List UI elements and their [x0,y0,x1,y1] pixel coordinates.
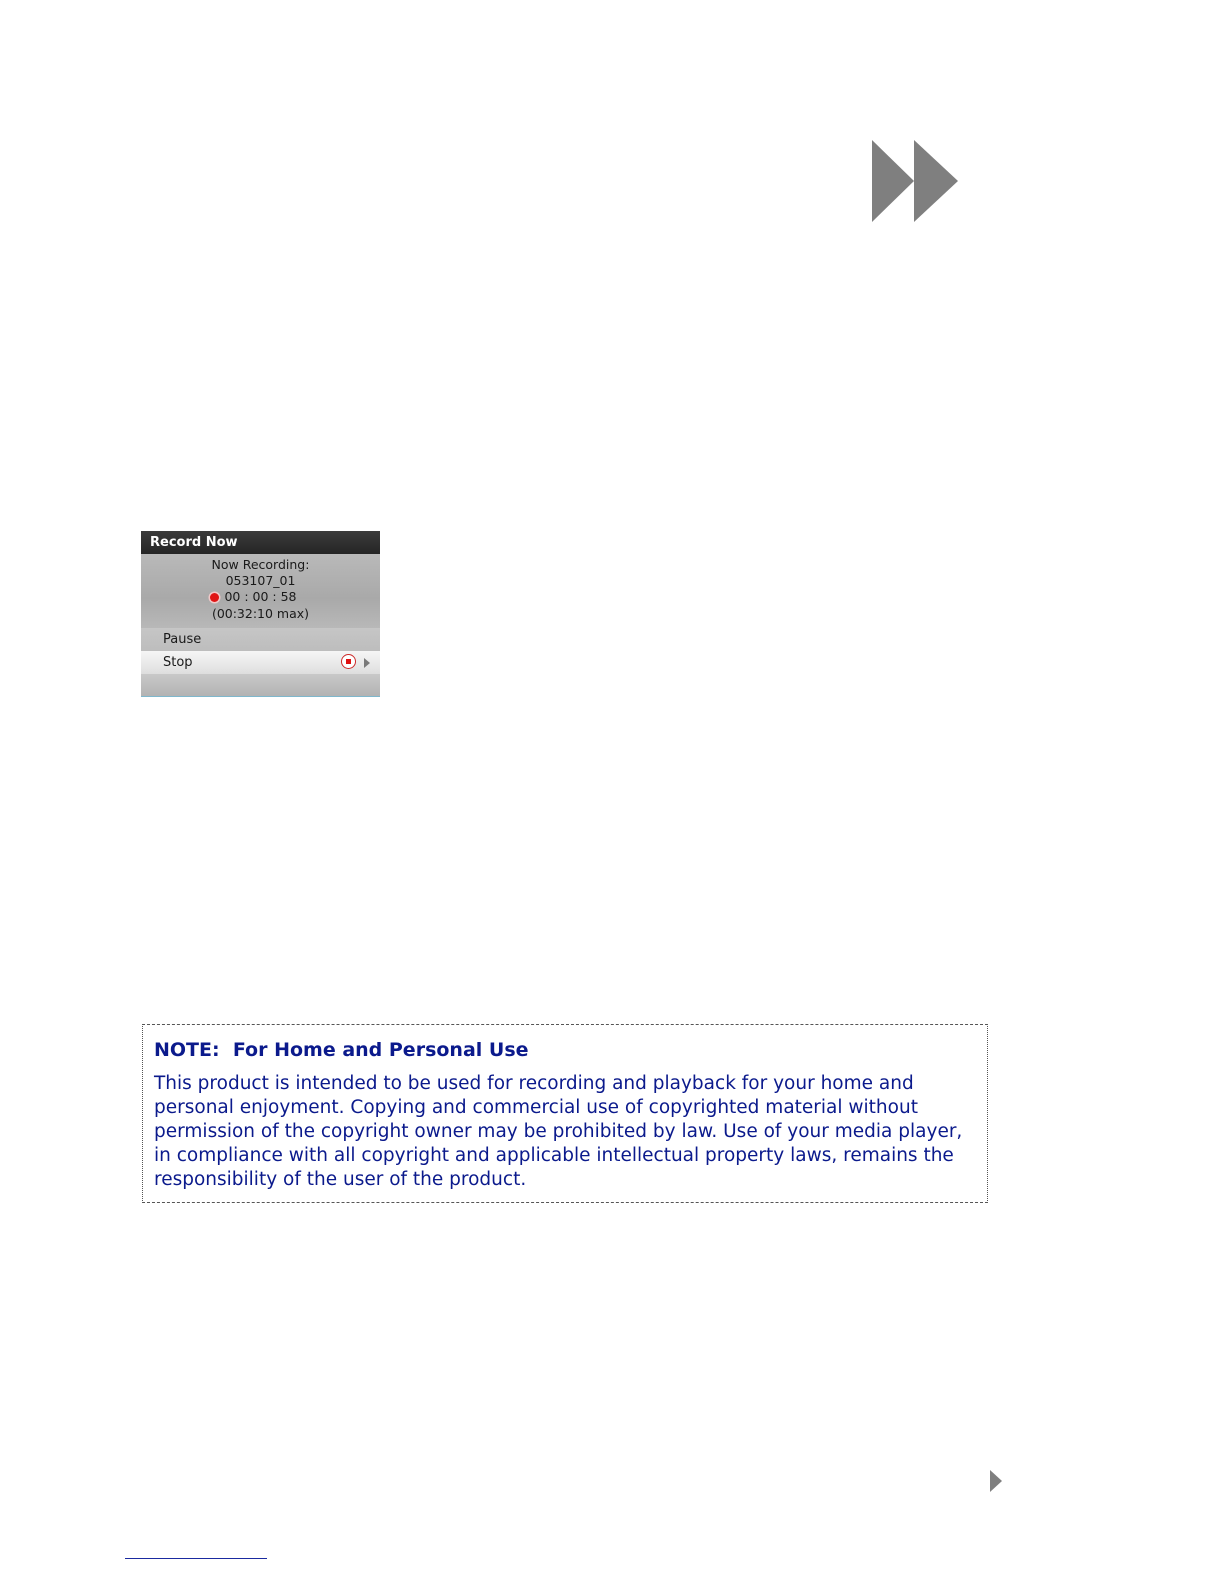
elapsed-time: 00 : 00 : 58 [224,589,297,604]
record-now-screenshot [141,531,380,697]
stop-menu-item[interactable] [141,651,380,674]
record-now-title: Record Now [141,531,380,554]
status-label: Now Recording: [211,557,310,572]
note-body: This product is intended to be used for recording and playback for your home and personal enjoyment. Copying and commercial use of copyrighted material without permission of the copyright owner may be prohibited by law. Use of your media player, in compliance with all copyright and applicable intellectual property laws, remains the responsibility of the user of the product. [154,1073,963,1190]
max-recording-time: (00:32:10 max) [211,605,310,621]
note-title: NOTE: For Home and Personal Use [154,1039,529,1061]
next-page-icon[interactable] [990,1470,1002,1492]
footnote-divider [125,1558,267,1559]
chevron-right-icon [364,658,370,668]
menu-footer [141,674,380,696]
recording-file-name: 053107_01 [225,573,296,588]
pause-label: Pause [163,632,202,647]
record-dot-icon [210,593,219,602]
elapsed-time-row [141,589,380,606]
pause-menu-item[interactable] [141,628,380,651]
stop-icon [341,654,356,669]
fast-forward-icon [872,140,958,222]
note-box [142,1024,988,1203]
stop-label: Stop [163,655,193,670]
recording-status-panel [141,554,380,628]
